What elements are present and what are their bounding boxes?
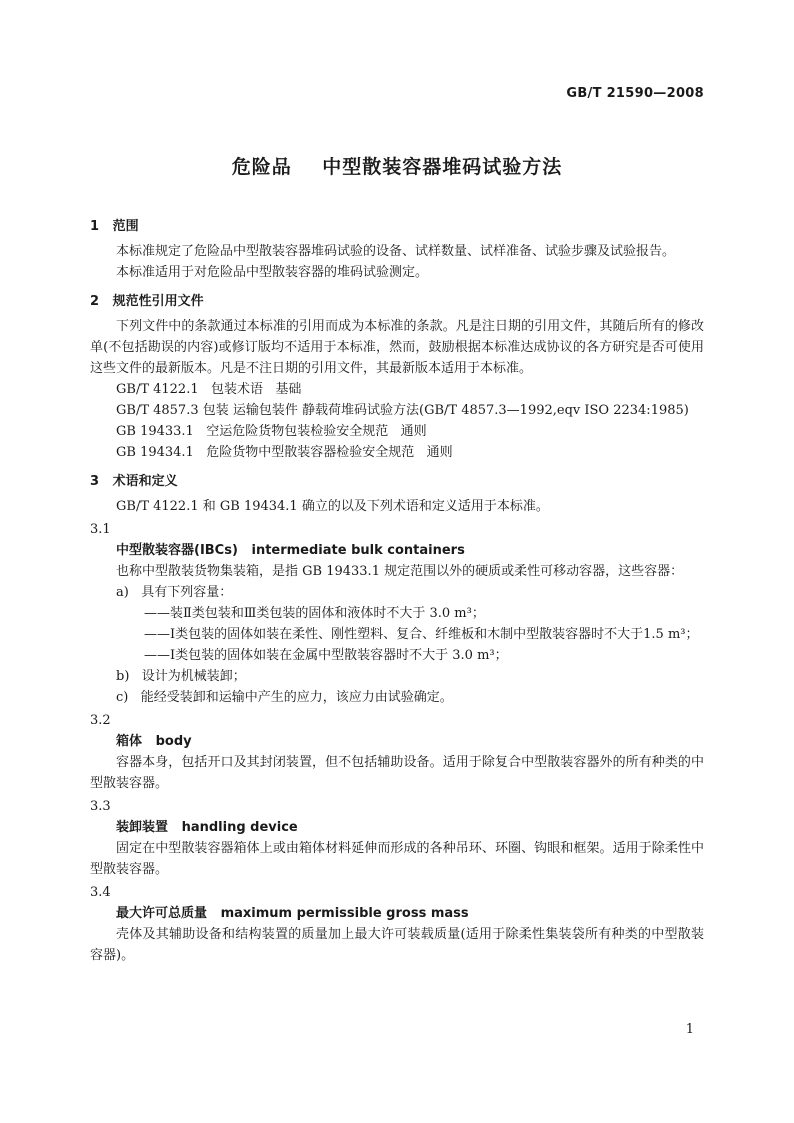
section-heading-normative-references: 2 规范性引用文件 xyxy=(90,294,204,309)
term-definition: 壳体及其辅助设备和结构装置的质量加上最大许可装载质量(适用于除柔性集装袋所有种类的中型散装容器)。 xyxy=(90,927,704,963)
clause-number: 3.4 xyxy=(90,885,111,900)
reference-item: GB 19433.1 空运危险货物包装检验安全规范 通则 xyxy=(116,424,427,439)
document-body xyxy=(90,216,704,966)
list-item: c) 能经受装卸和运输中产生的应力，该应力由试验确定。 xyxy=(116,690,453,705)
paragraph: GB/T 4122.1 和 GB 19434.1 确立的以及下列术语和定义适用于本标准。 xyxy=(116,499,549,514)
reference-item: GB/T 4857.3 包装 运输包装件 静载荷堆码试验方法(GB/T 4857.3—1992,eqv ISO 2234:1985) xyxy=(116,403,689,418)
term-definition: 固定在中型散装容器箱体上或由箱体材料延伸而形成的各种吊环、环圈、钩眼和框架。适用于除柔性中型散装容器。 xyxy=(90,841,704,877)
term-heading: 最大许可总质量 maximum permissible gross mass xyxy=(116,906,469,921)
section-heading-terms: 3 术语和定义 xyxy=(90,474,178,489)
clause-number: 3.2 xyxy=(90,713,111,728)
standard-code: GB/T 21590—2008 xyxy=(566,86,704,101)
term-heading: 箱体 body xyxy=(116,734,192,749)
paragraph: 本标准规定了危险品中型散装容器堆码试验的设备、试样数量、试样准备、试验步骤及试验报告。 xyxy=(116,244,676,259)
reference-item: GB 19434.1 危险货物中型散装容器检验安全规范 通则 xyxy=(116,445,453,460)
dash-item: ——Ⅰ类包装的固体如装在金属中型散装容器时不大于 3.0 m³； xyxy=(144,648,508,663)
list-item: b) 设计为机械装卸； xyxy=(116,669,246,684)
reference-item: GB/T 4122.1 包装术语 基础 xyxy=(116,382,302,397)
dash-item: ——装Ⅱ类包装和Ⅲ类包装的固体和液体时不大于 3.0 m³； xyxy=(144,606,485,621)
list-item: a) 具有下列容量： xyxy=(116,585,233,600)
dash-item: ——Ⅰ类包装的固体如装在柔性、刚性塑料、复合、纤维板和木制中型散装容器时不大于1.5 m³； xyxy=(144,627,699,642)
term-heading: 中型散装容器(IBCs) intermediate bulk containers xyxy=(116,543,465,558)
paragraph: 下列文件中的条款通过本标准的引用而成为本标准的条款。凡是注日期的引用文件，其随后所有的修改单(不包括勘误的内容)或修订版均不适用于本标准，然而，鼓励根据本标准达成协议的各方研究是否可使用这些文件的最新版本。凡是不注日期的引用文件，其最新版本适用于本标准。 xyxy=(90,319,704,376)
document-title: 危险品 中型散装容器堆码试验方法 xyxy=(231,156,563,178)
term-definition: 容器本身，包括开口及其封闭装置，但不包括辅助设备。适用于除复合中型散装容器外的所有种类的中型散装容器。 xyxy=(90,755,704,791)
term-definition: 也称中型散装货物集装箱，是指 GB 19433.1 规定范围以外的硬质或柔性可移动容器，这些容器： xyxy=(116,564,684,579)
page-number: 1 xyxy=(685,1022,694,1037)
paragraph: 本标准适用于对危险品中型散装容器的堆码试验测定。 xyxy=(116,265,429,280)
term-heading: 装卸装置 handling device xyxy=(116,820,298,835)
clause-number: 3.3 xyxy=(90,799,111,814)
section-heading-scope: 1 范围 xyxy=(90,219,139,234)
clause-number: 3.1 xyxy=(90,522,111,537)
